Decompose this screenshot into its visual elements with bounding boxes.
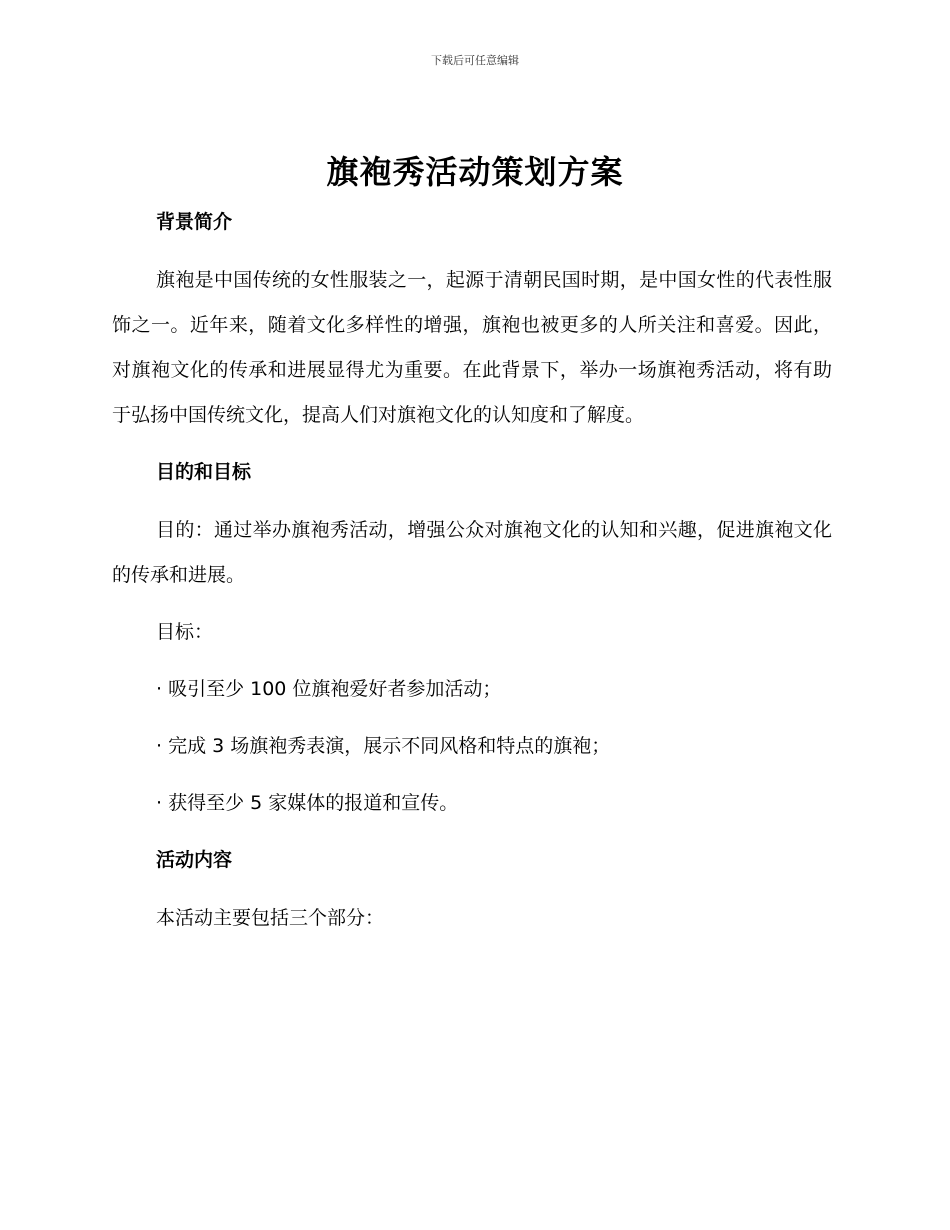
target-item: · 获得至少 5 家媒体的报道和宣传。: [156, 792, 459, 814]
background-paragraph: 旗袍是中国传统的女性服装之一，起源于清朝民国时期，是中国女性的代表性服饰之一。近年来，随着文化多样性的增强，旗袍也被更多的人所关注和喜爱。因此，对旗袍文化的传承和进展显得尤为重要。在此背景下，举办一场旗袍秀活动，将有助于弘扬中国传统文化，提高人们对旗袍文化的认知度和了解度。: [112, 269, 832, 426]
section-heading-background: 背景简介: [156, 211, 233, 233]
document-title: 旗袍秀活动策划方案: [326, 153, 624, 191]
section-heading-goals: 目的和目标: [156, 461, 252, 483]
content-intro: 本活动主要包括三个部分：: [156, 907, 385, 929]
section-heading-content: 活动内容: [156, 849, 233, 871]
document-body: [112, 200, 832, 953]
header-note: 下载后可任意编辑: [431, 54, 519, 67]
target-item: · 吸引至少 100 位旗袍爱好者参加活动；: [156, 678, 502, 700]
targets-label: 目标：: [156, 621, 214, 643]
purpose-paragraph: 目的：通过举办旗袍秀活动，增强公众对旗袍文化的认知和兴趣，促进旗袍文化的传承和进展。: [112, 519, 832, 586]
target-item: · 完成 3 场旗袍秀表演，展示不同风格和特点的旗袍；: [156, 735, 611, 757]
